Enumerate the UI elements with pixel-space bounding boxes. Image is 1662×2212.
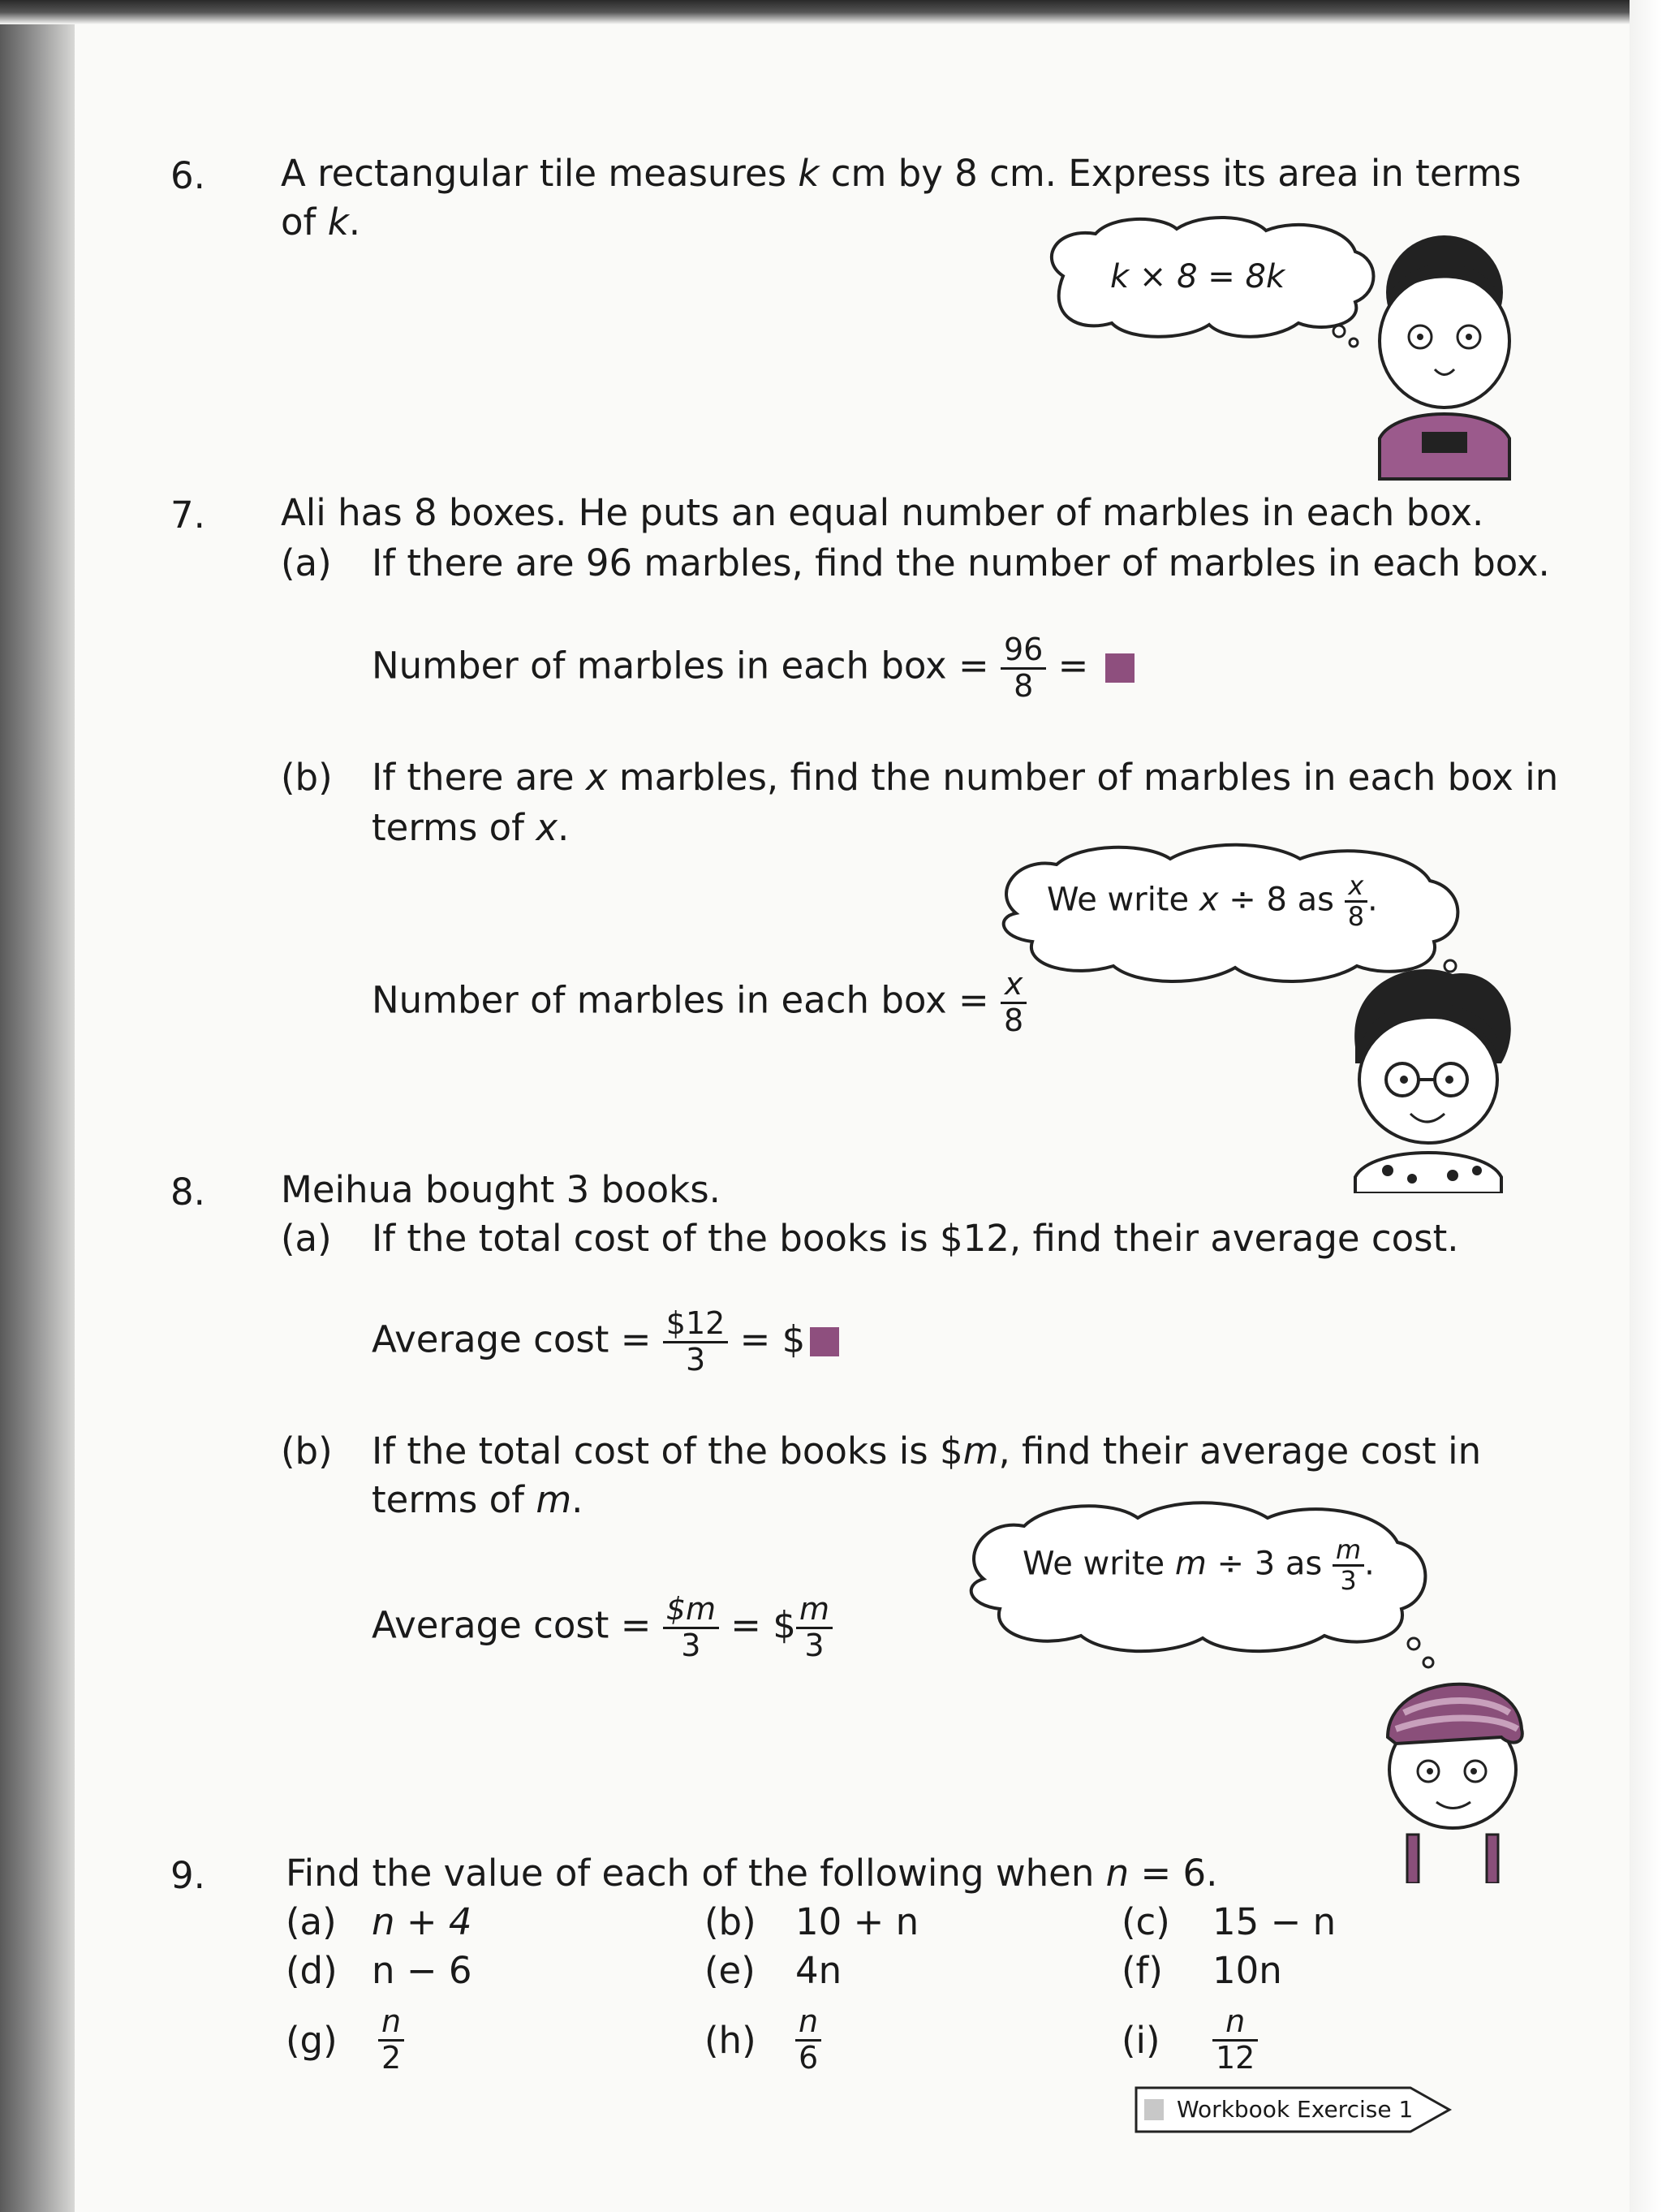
q6-line2-dot: .	[348, 201, 361, 244]
boy-illustration-q6	[1363, 219, 1526, 487]
q8b-frac1-top: $m	[663, 1593, 719, 1629]
q8-thought-text	[1023, 1536, 1375, 1595]
q9e-expr: 4n	[795, 1949, 842, 1992]
q7a-equals: =	[1057, 644, 1089, 688]
q8a-work-label: Average cost =	[372, 1317, 652, 1361]
q8-thought-frac-top: m	[1333, 1536, 1364, 1567]
q9i-frac-top: n	[1212, 2005, 1258, 2042]
q7a-work-label: Number of marbles in each box =	[372, 644, 989, 688]
q9h-fraction	[795, 2005, 821, 2076]
q6-thought-text: k × 8 = 8k	[1110, 258, 1285, 295]
q8-thought-fraction	[1333, 1536, 1364, 1595]
q7-thought-text	[1047, 872, 1378, 931]
q9c-expr: 15 − n	[1212, 1900, 1337, 1943]
q7a-fraction	[1001, 633, 1046, 704]
q8b-fraction-2	[796, 1593, 833, 1663]
q6-line2-of: of	[281, 201, 316, 244]
q7-thought-frac-top: x	[1345, 872, 1367, 903]
q9g-label: (g)	[286, 2019, 338, 2062]
q9-intro-n: n	[1105, 1852, 1130, 1895]
q7b-fraction	[1001, 968, 1027, 1038]
q7a-frac-top: 96	[1001, 633, 1046, 670]
q6-text-line1	[281, 153, 1522, 195]
scan-shadow-left	[0, 0, 75, 2212]
q7b-work	[372, 968, 1027, 1038]
q8-thought-m: m	[1174, 1545, 1207, 1583]
q7b-frac-top: x	[1001, 968, 1027, 1004]
q7-thought-a: We write	[1047, 881, 1190, 919]
q9b-expr: 10 + n	[795, 1900, 919, 1943]
q9h-frac-top: n	[795, 2005, 821, 2042]
q6-line2-k: k	[327, 201, 349, 244]
q8b-text-line2	[372, 1479, 583, 1521]
q8a-equals: = $	[739, 1317, 806, 1361]
q8a-text: If the total cost of the books is $12, find their average cost.	[372, 1217, 1459, 1260]
q9-intro-2: = 6.	[1140, 1852, 1218, 1895]
q7-thought-x: x	[1199, 881, 1219, 919]
q9-intro-1: Find the value of each of the following when	[286, 1852, 1095, 1895]
q8b-frac2-top: m	[796, 1593, 833, 1629]
q9f-expr: 10n	[1212, 1949, 1282, 1992]
q7b-text-2: marbles, find the number of marbles in each box in	[618, 756, 1559, 799]
scan-shadow-top	[0, 0, 1662, 24]
q7b-var-x: x	[585, 756, 608, 799]
q8b-work-label: Average cost =	[372, 1603, 652, 1647]
q7a-label: (a)	[281, 541, 332, 584]
q8b-text-3c: .	[571, 1478, 583, 1521]
q7b-frac-bot: 8	[1003, 1002, 1024, 1038]
q8-number: 8.	[170, 1171, 205, 1214]
q9i-label: (i)	[1122, 2019, 1160, 2062]
q8b-frac2-bot: 3	[804, 1627, 825, 1663]
q7b-label: (b)	[281, 756, 333, 799]
q8a-work	[372, 1307, 839, 1378]
q8b-frac1-bot: 3	[681, 1627, 701, 1663]
q7b-text-1: If there are	[372, 756, 575, 799]
q8-thought-a: We write	[1023, 1545, 1165, 1583]
q7b-work-label: Number of marbles in each box =	[372, 978, 989, 1022]
q6-number: 6.	[170, 154, 205, 197]
q8-thought-frac-bot: 3	[1340, 1565, 1357, 1597]
q9i-frac-bot: 12	[1216, 2039, 1255, 2076]
answer-box	[810, 1327, 839, 1356]
q9h-label: (h)	[704, 2019, 756, 2062]
q9-number: 9.	[170, 1854, 205, 1897]
q8a-label: (a)	[281, 1217, 332, 1260]
q8b-text-2: , find their average cost in	[998, 1429, 1482, 1473]
q8b-text-3a: terms of	[372, 1478, 524, 1521]
q7-thought-b: ÷ 8 as	[1229, 881, 1334, 919]
q9b-label: (b)	[704, 1900, 756, 1943]
q8-thought-dot: .	[1364, 1545, 1375, 1583]
q8b-work	[372, 1593, 833, 1663]
q8b-text-line1	[372, 1430, 1481, 1473]
q9a-label: (a)	[286, 1900, 337, 1943]
q7b-text-line1	[372, 757, 1558, 799]
q8b-label: (b)	[281, 1429, 333, 1473]
q9-intro	[286, 1852, 1217, 1895]
q8b-text-1: If the total cost of the books is $	[372, 1429, 963, 1473]
q7b-text-line2	[372, 807, 569, 849]
q9d-expr: n − 6	[372, 1949, 472, 1992]
q7-thought-dot: .	[1367, 881, 1378, 919]
q8-thought-b: ÷ 3 as	[1216, 1545, 1323, 1583]
q9h-frac-bot: 6	[799, 2039, 819, 2076]
q9i-fraction	[1212, 2005, 1258, 2076]
q7-number: 7.	[170, 494, 205, 537]
q7a-frac-bot: 8	[1014, 667, 1034, 704]
q8a-frac-bot: 3	[685, 1341, 706, 1378]
q9d-label: (d)	[286, 1949, 338, 1992]
q7b-text-3a: terms of	[372, 806, 524, 849]
q9c-label: (c)	[1122, 1900, 1170, 1943]
q7-thought-frac-bot: 8	[1347, 901, 1365, 933]
q8-intro: Meihua bought 3 books.	[281, 1168, 721, 1211]
q9a-expr: n + 4	[372, 1900, 472, 1943]
boy-with-cap-illustration	[1371, 1648, 1534, 1883]
q9e-label: (e)	[704, 1949, 756, 1992]
q9g-frac-top: n	[378, 2005, 404, 2042]
q7a-text: If there are 96 marbles, find the number of marbles in each box.	[372, 541, 1550, 584]
q9g-fraction	[378, 2005, 404, 2076]
q8a-fraction	[663, 1307, 729, 1378]
q6-line1-a: A rectangular tile measures	[281, 152, 787, 195]
scan-edge-right	[1630, 0, 1662, 2212]
answer-box	[1105, 653, 1135, 683]
q7-intro: Ali has 8 boxes. He puts an equal number of marbles in each box.	[281, 491, 1484, 534]
q7b-text-3b: x	[536, 806, 558, 849]
q9g-frac-bot: 2	[381, 2039, 402, 2076]
q6-line1-b: cm by 8 cm. Express its area in terms	[830, 152, 1522, 195]
workbook-exercise-label: Workbook Exercise 1	[1177, 2096, 1414, 2123]
q6-var-k: k	[798, 152, 820, 195]
q6-text-line2	[281, 201, 360, 244]
q8b-text-3b: m	[536, 1478, 572, 1521]
q9f-label: (f)	[1122, 1949, 1163, 1992]
q7-thought-fraction	[1345, 872, 1367, 931]
q7a-work	[372, 633, 1135, 704]
boy-with-glasses-illustration	[1331, 958, 1526, 1193]
q8b-fraction-1	[663, 1593, 719, 1663]
q8a-frac-top: $12	[663, 1307, 729, 1343]
q7b-text-3c: .	[557, 806, 570, 849]
q8b-var-m: m	[962, 1429, 999, 1473]
q8b-equals: = $	[730, 1603, 796, 1647]
